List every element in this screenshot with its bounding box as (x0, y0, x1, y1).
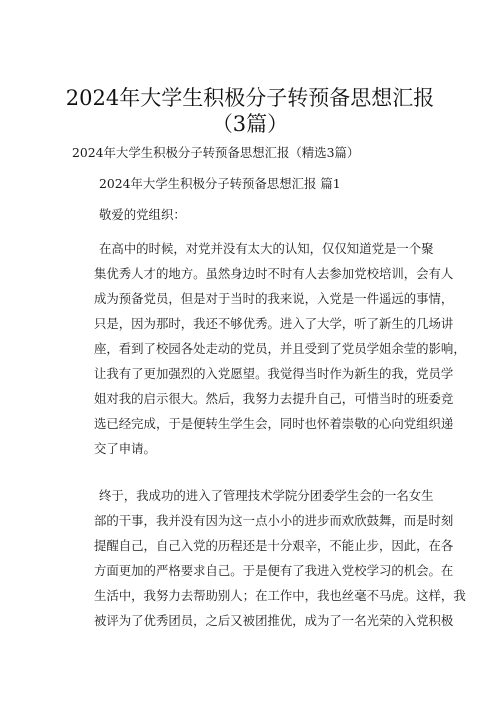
section-heading: 2024年大学生积极分子转预备思想汇报 篇1 (99, 176, 341, 191)
paragraph-line: 让我有了更加强烈的入党愿望。我觉得当时作为新生的我，党员学 (94, 366, 454, 381)
document-title-continuation: （3篇） (211, 112, 289, 136)
document-subtitle: 2024年大学生积极分子转预备思想汇报（精选3篇） (72, 145, 360, 160)
paragraph-line: 选已经完成，于是便转生学生会，同时也怀着崇敬的心向党组织递 (94, 416, 454, 431)
paragraph-line: 集优秀人才的地方。虽然身边时不时有人去参加党校培训，会有人 (94, 266, 454, 281)
paragraph-line: 只是，因为那时，我还不够优秀。进入了大学，听了新生的几场讲 (94, 316, 454, 331)
paragraph-line: 成为预备党员，但是对于当时的我来说，入党是一件遥远的事情， (94, 291, 454, 306)
paragraph-line: 方面更加的严格要求自己。于是便有了我进入党校学习的机会。在 (94, 563, 454, 578)
paragraph-line: 在高中的时候，对党并没有太大的认知，仅仅知道党是一个聚 (99, 241, 434, 256)
paragraph-line: 座，看到了校园各处走动的党员，并且受到了党员学姐余莹的影响， (94, 341, 466, 356)
paragraph-line: 被评为了优秀团员，之后又被团推优，成为了一名光荣的入党积极 (94, 613, 454, 628)
paragraph-line: 提醒自己，自己入党的历程还是十分艰辛，不能止步，因此，在各 (94, 538, 454, 553)
paragraph-line: 交了申请。 (94, 441, 156, 456)
paragraph-line: 生活中，我努力去帮助别人；在工作中，我也丝毫不马虎。这样，我 (94, 588, 466, 603)
paragraph-line: 姐对我的启示很大。然后，我努力去提升自己，可惜当时的班委竞 (94, 391, 454, 406)
document-title: 2024年大学生积极分子转预备思想汇报 (65, 86, 435, 110)
paragraph-line: 终于，我成功的进入了管理技术学院分团委学生会的一名女生 (99, 488, 434, 503)
paragraph-line: 部的干事，我并没有因为这一点小小的进步而欢欣鼓舞，而是时刻 (94, 513, 454, 528)
salutation: 敬爱的党组织： (99, 207, 186, 222)
